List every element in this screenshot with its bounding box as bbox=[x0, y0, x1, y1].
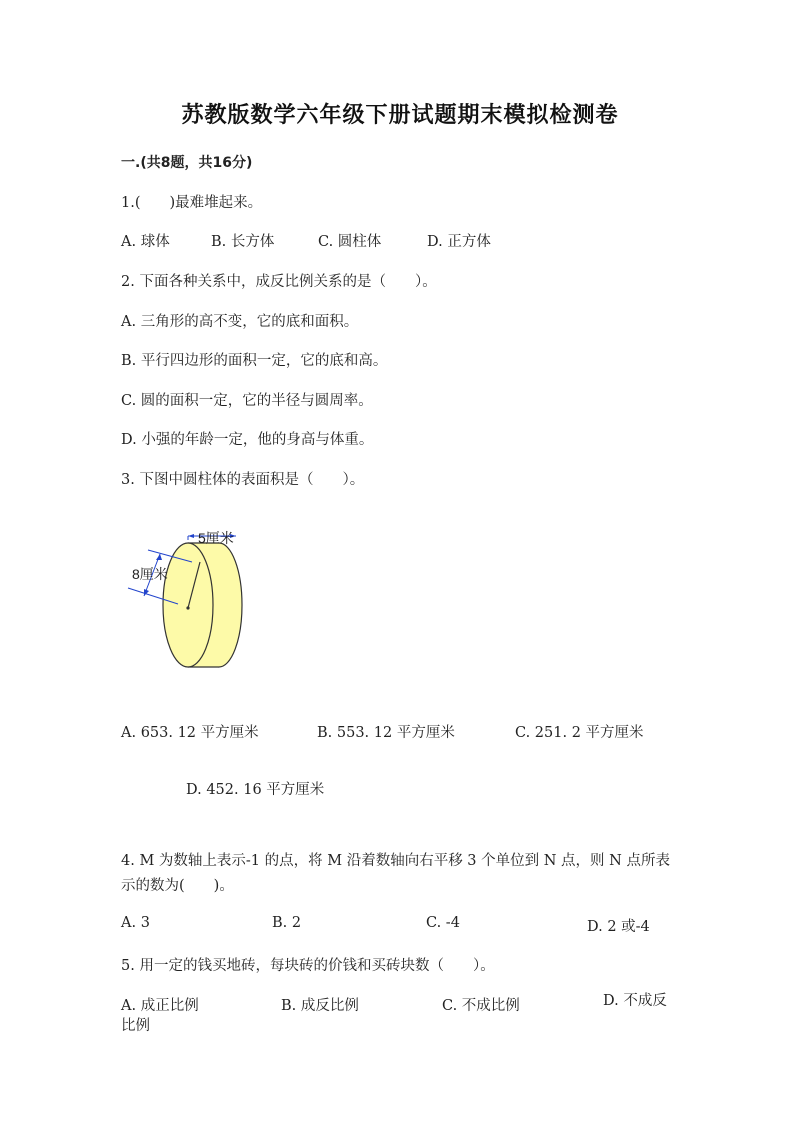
section-header: 一.(共8题，共16分) bbox=[121, 155, 253, 171]
cylinder-front-face bbox=[163, 543, 213, 667]
question-2-option-a: A. 三角形的高不变，它的底和面积。 bbox=[121, 314, 359, 330]
question-4-option-a: A. 3 bbox=[121, 915, 150, 931]
question-1-option-d: D. 正方体 bbox=[427, 234, 491, 250]
question-1-stem: 1.( )最难堆起来。 bbox=[121, 195, 263, 211]
page-title: 苏教版数学六年级下册试题期末模拟检测卷 bbox=[181, 103, 619, 128]
question-2-option-b: B. 平行四边形的面积一定，它的底和高。 bbox=[121, 353, 388, 369]
question-1-option-c: C. 圆柱体 bbox=[318, 234, 382, 250]
question-5-option-d: D. 不成反比例 bbox=[121, 993, 667, 1034]
question-4-option-b: B. 2 bbox=[272, 915, 302, 931]
cylinder-figure bbox=[120, 524, 260, 674]
question-1-option-a: A. 球体 bbox=[121, 234, 170, 250]
question-3-option-c: C. 251. 2 平方厘米 bbox=[515, 725, 644, 741]
question-5-option-c: C. 不成比例 bbox=[442, 998, 520, 1014]
question-3-stem: 3. 下图中圆柱体的表面积是（ ）。 bbox=[121, 472, 365, 488]
question-5-option-a: A. 成正比例 bbox=[121, 998, 199, 1014]
question-2-stem: 2. 下面各种关系中，成反比例关系的是（ ）。 bbox=[121, 274, 437, 290]
question-3-option-a: A. 653. 12 平方厘米 bbox=[121, 725, 259, 741]
question-5-option-b: B. 成反比例 bbox=[281, 998, 359, 1014]
question-4-stem: 4. M 为数轴上表示-1 的点，将 M 沿着数轴向右平移 3 个单位到 N 点，则 N 点所表示的数为( )。 bbox=[121, 853, 670, 894]
question-2-option-c: C. 圆的面积一定，它的半径与圆周率。 bbox=[121, 393, 373, 409]
radius-label: 8厘米 bbox=[132, 566, 168, 582]
question-2-option-d: D. 小强的年龄一定，他的身高与体重。 bbox=[121, 432, 374, 448]
height-label: 5厘米 bbox=[198, 530, 234, 546]
question-4-option-c: C. -4 bbox=[426, 915, 460, 931]
question-3-option-b: B. 553. 12 平方厘米 bbox=[317, 725, 455, 741]
question-1-option-b: B. 长方体 bbox=[211, 234, 275, 250]
question-4-option-d: D. 2 或-4 bbox=[587, 919, 650, 935]
question-3-option-d: D. 452. 16 平方厘米 bbox=[186, 782, 325, 798]
question-5-stem: 5. 用一定的钱买地砖，每块砖的价钱和买砖块数（ ）。 bbox=[121, 958, 495, 974]
